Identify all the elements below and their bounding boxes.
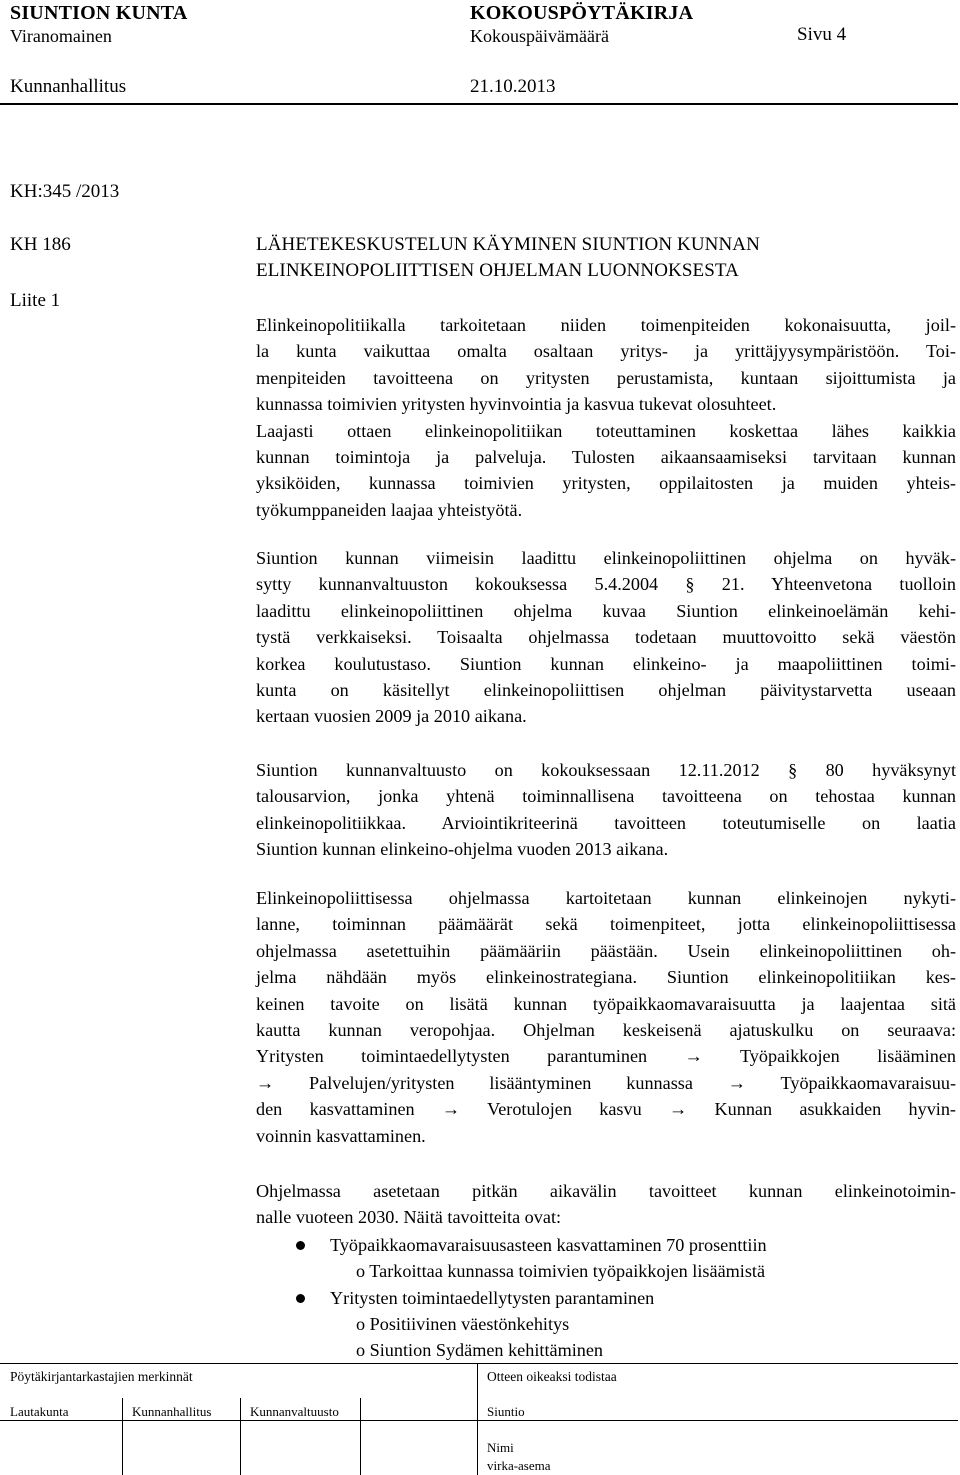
footer-row-divider: [0, 1420, 958, 1421]
meeting-date-value: 21.10.2013: [470, 76, 556, 97]
text-line: Siuntion kunnan elinkeino-ohjelma vuoden 2013 aikana.: [256, 839, 669, 860]
text-line: nalle vuoteen 2030. Näitä tavoitteita ovat:: [256, 1207, 562, 1228]
text-line: sytty kunnanvaltuuston kokouksessa 5.4.2004 § 21. Yhteenvetona tuolloin: [256, 574, 956, 595]
paragraph-4: [256, 885, 956, 1149]
goal-item: Työpaikkaomavaraisuusasteen kasvattaminen 70 prosenttiin: [330, 1235, 767, 1255]
text-line: voinnin kasvattaminen.: [256, 1125, 426, 1146]
page-number: Sivu 4: [797, 24, 847, 45]
authority-label: Viranomainen: [10, 26, 112, 46]
text-line: elinkeinopolitiikkaa. Arviointikriteerinä tavoitteen toteutumiselle on laatia: [256, 812, 956, 833]
text-line: Yritysten toimintaedellytysten parantuminen → Työpaikkojen lisääminen: [256, 1046, 956, 1067]
goal-subitem: o Siuntion Sydämen kehittäminen: [356, 1340, 604, 1360]
footer-column-council: Kunnanvaltuusto: [250, 1404, 339, 1419]
text-line: Laajasti ottaen elinkeinopolitiikan toteuttaminen koskettaa lähes kaikkia: [256, 420, 956, 441]
text-line: talousarvion, jonka yhtenä toiminnallisena tavoitteena on tehostaa kunnan: [256, 786, 956, 807]
document-id: KH:345 /2013: [10, 181, 120, 202]
paragraph-3: [256, 757, 956, 863]
footer-column-divider: [360, 1398, 361, 1475]
text-line: menpiteiden tavoitteena on yritysten perustamista, kuntaan sijoittumista ja: [256, 367, 956, 388]
goal-item: Yritysten toimintaedellytysten parantaminen: [330, 1288, 655, 1308]
footer-column-divider: [240, 1398, 241, 1475]
header-divider: [0, 103, 958, 105]
document-type: KOKOUSPÖYTÄKIRJA: [470, 2, 694, 24]
text-line: yksiköiden, kunnassa toimivien yritysten, oppilaitosten ja muiden yhteis-: [256, 473, 956, 494]
attachment-label: Liite 1: [10, 290, 61, 311]
text-line: → Palvelujen/yritysten lisääntyminen kunnassa → Työpaikkaomavaraisuu-: [256, 1072, 956, 1093]
section-title-line1: LÄHETEKESKUSTELUN KÄYMINEN SIUNTION KUNNAN: [256, 234, 760, 255]
footer-title-label: virka-asema: [487, 1458, 551, 1473]
paragraph-2: [256, 545, 956, 730]
text-line: keinen tavoite on lisätä kunnan työpaikkaomavaraisuutta ja laajentaa sitä: [256, 993, 956, 1014]
section-title-line2: ELINKEINOPOLIITTISEN OHJELMAN LUONNOKSESTA: [256, 260, 739, 281]
text-line: lanne, toiminnan päämäärät sekä toimenpiteet, jotta elinkeinopoliittisessa: [256, 914, 956, 935]
text-line: kunnassa toimivien yritysten hyvinvointia ja kasvua tukevat olosuhteet.: [256, 394, 777, 415]
footer-column-board: Lautakunta: [10, 1404, 69, 1419]
certified-label: Otteen oikeaksi todistaa: [487, 1369, 617, 1384]
text-line: Siuntion kunnan viimeisin laadittu elinkeinopoliittinen ohjelma on hyväk-: [256, 548, 956, 568]
text-line: kunnan toimintoja ja palveluja. Tulosten aikaansaamiseksi tarvitaan kunnan: [256, 447, 956, 468]
authority-value: Kunnanhallitus: [10, 76, 127, 97]
footer-name-label: Nimi: [487, 1440, 514, 1455]
footer-column-divider: [122, 1398, 123, 1475]
text-line: korkea koulutustaso. Siuntion kunnan elinkeino- ja maapoliittinen toimi-: [256, 653, 956, 674]
text-line: jelma nähdään myös elinkeinostrategiana. Siuntion elinkeinopolitiikan kes-: [256, 967, 956, 988]
bullet-icon: [296, 1241, 305, 1250]
text-line: Elinkeinopolitiikalla tarkoitetaan niiden toimenpiteiden kokonaisuutta, joil-: [256, 315, 956, 335]
footer-divider: [0, 1363, 958, 1364]
text-line: den kasvattaminen → Verotulojen kasvu → Kunnan asukkaiden hyvin-: [256, 1099, 956, 1120]
text-line: kunta on käsitellyt elinkeinopoliittisen ohjelman päivitystarvetta useaan: [256, 680, 956, 701]
municipality-name: SIUNTION KUNTA: [10, 2, 188, 24]
text-line: kertaan vuosien 2009 ja 2010 aikana.: [256, 706, 527, 727]
text-line: ohjelmassa asetettuihin päämääriin päästään. Usein elinkeinopoliittinen oh-: [256, 940, 956, 961]
goal-subitem: o Tarkoittaa kunnassa toimivien työpaikkojen lisäämistä: [356, 1261, 766, 1281]
text-line: laadittu elinkeinopoliittinen ohjelma kuvaa Siuntion elinkeinoelämän kehi-: [256, 600, 956, 621]
goal-subitem: o Positiivinen väestönkehitys: [356, 1314, 570, 1334]
text-line: Ohjelmassa asetetaan pitkän aikavälin tavoitteet kunnan elinkeinotoimin-: [256, 1181, 956, 1201]
footer-place: Siuntio: [487, 1404, 525, 1419]
text-line: kautta kunnan veropohjaa. Ohjelman keskeisenä ajatuskulku on seuraava:: [256, 1020, 956, 1041]
text-line: Siuntion kunnanvaltuusto on kokouksessaan 12.11.2012 § 80 hyväksynyt: [256, 760, 956, 780]
meeting-date-label: Kokouspäivämäärä: [470, 26, 609, 46]
footer-column-government: Kunnanhallitus: [132, 1404, 212, 1419]
footer-column-divider: [477, 1363, 478, 1475]
bullet-icon: [296, 1294, 305, 1303]
paragraph-5: [256, 1178, 956, 1231]
section-number: KH 186: [10, 234, 71, 255]
text-line: työkumppaneiden laajaa yhteistyötä.: [256, 499, 523, 520]
paragraph-1: [256, 312, 956, 523]
text-line: tystä verkkaiseksi. Toisaalta ohjelmassa todetaan muuttovoitto sekä väestön: [256, 627, 956, 648]
text-line: la kunta vaikuttaa omalta osaltaan yritys- ja yrittäjyysympäristöön. Toi-: [256, 341, 956, 362]
inspectors-label: Pöytäkirjantarkastajien merkinnät: [10, 1369, 193, 1384]
text-line: Elinkeinopoliittisessa ohjelmassa kartoitetaan kunnan elinkeinojen nykyti-: [256, 888, 956, 908]
